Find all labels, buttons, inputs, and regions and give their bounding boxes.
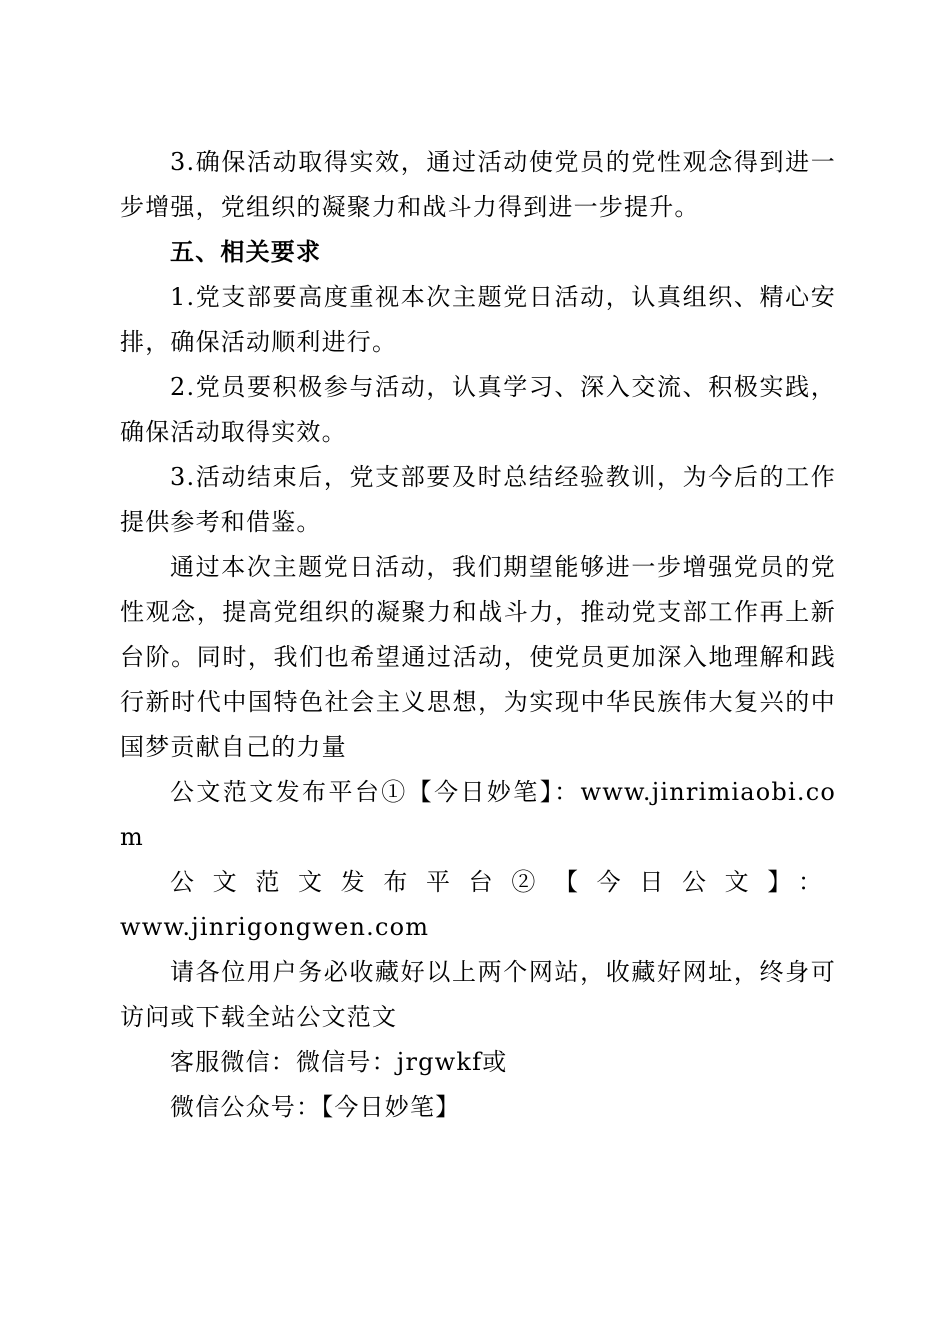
paragraph-outcome-3: 3.确保活动取得实效，通过活动使党员的党性观念得到进一步增强，党组织的凝聚力和战斗力得到进一步提升。 xyxy=(120,148,836,221)
public-account-line: 微信公众号：【今日妙笔】 xyxy=(170,1093,461,1121)
platform-2-label: 公文范文发布平台②【今日公文】： xyxy=(170,868,836,896)
platform-2-url: www.jinrigongwen.com xyxy=(120,913,430,941)
platform-1-line: 公文范文发布平台①【今日妙笔】：www.jinrimiaobi.com xyxy=(120,778,836,851)
paragraph-conclusion: 通过本次主题党日活动，我们期望能够进一步增强党员的党性观念，提高党组织的凝聚力和战斗力，推动党支部工作再上新台阶。同时，我们也希望通过活动，使党员更加深入地理解和践行新时代中国特色社会主义思想，为实现中华民族伟大复兴的中国梦贡献自己的力量 xyxy=(120,553,836,761)
platform-2-line xyxy=(120,860,836,905)
section-heading-requirements: 五、相关要求 xyxy=(170,238,322,266)
bookmark-notice: 请各位用户务必收藏好以上两个网站，收藏好网址，终身可访问或下载全站公文范文 xyxy=(120,958,836,1031)
paragraph-requirement-3: 3.活动结束后，党支部要及时总结经验教训，为今后的工作提供参考和借鉴。 xyxy=(120,463,836,536)
document-body xyxy=(120,140,836,1130)
paragraph-requirement-2: 2.党员要积极参与活动，认真学习、深入交流、积极实践，确保活动取得实效。 xyxy=(120,373,836,446)
service-wechat-line: 客服微信：微信号：jrgwkf或 xyxy=(170,1048,508,1076)
paragraph-requirement-1: 1.党支部要高度重视本次主题党日活动，认真组织、精心安排，确保活动顺利进行。 xyxy=(120,283,836,356)
